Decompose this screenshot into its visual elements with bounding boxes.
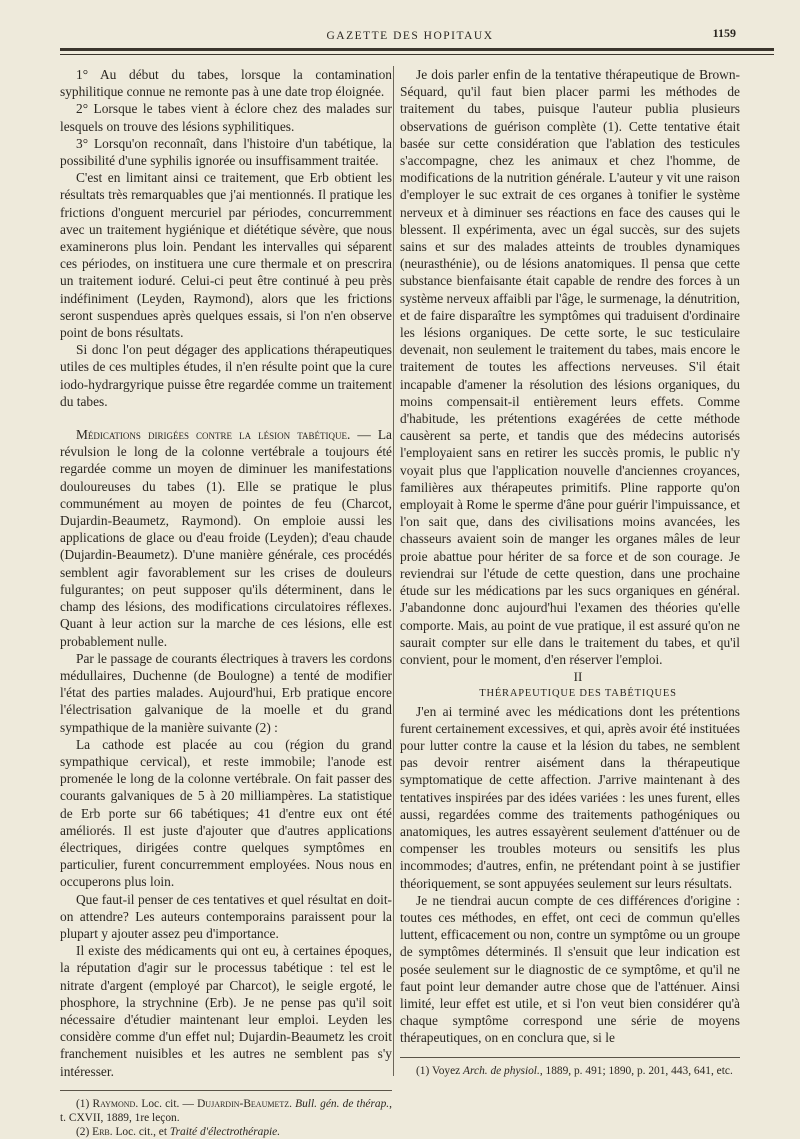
section-title: THÉRAPEUTIQUE DES TABÉTIQUES	[479, 688, 677, 700]
paragraph: 3° Lorsqu'on reconnaît, dans l'histoire d'un tabétique, la possibilité d'une syphilis ignorée ou insuffisamment traitée.	[60, 135, 392, 169]
footnote-text: Loc. cit. —	[138, 1097, 198, 1110]
page-header	[60, 26, 760, 46]
paragraph: Il existe des médicaments qui ont eu, à certaines époques, la réputation d'agir sur le processus tabétique : tel est le nitrate d'argent (employé par Charcot), le seigle ergoté, le phosphore, la strychnine (Erb). Je ne pense pas qu'il soit nécessaire d'étudier maintenant leur emploi. Leyden les considère comme d'un effet nul; Dujardin-Beaumetz les croit franchement nuisibles et les autres ne semblent pas s'y intéresser.	[60, 943, 392, 1079]
footnote-journal: Bull. gén. de thérap.	[291, 1097, 390, 1110]
paragraph-with-heading	[60, 426, 392, 650]
paragraph: Par le passage de courants électriques à travers les cordons médullaires, Duchenne (de Boulogne) a tenté de modifier l'état des parties malades. Aujourd'hui, Erb pratique encore l'électrisation galvanique de la moelle et du grand sympathique de la manière suivante (2) :	[60, 650, 392, 735]
paragraph: Si donc l'on peut dégager des applications thérapeutiques utiles de ces multiples études, il n'en résulte point que la cure iodo-hydrargyrique puisse être regardée comme un traitement du tabes.	[60, 342, 392, 409]
header-rule-thin	[60, 54, 774, 55]
paragraph: Que faut-il penser de ces tentatives et quel résultat en doit-on attendre? Les auteurs contemporains paraissent pour la plupart y ajouter assez peu d'importance.	[60, 891, 392, 941]
footnote-number: (1)	[76, 1097, 93, 1110]
footnote-1	[400, 1064, 740, 1078]
footnote-text: Loc. cit., et	[112, 1125, 170, 1138]
paragraph: 2° Lorsque le tabes vient à éclore chez des malades sur lesquels on trouve des lésions syphilitiques.	[60, 101, 392, 134]
run-in-heading: Médications dirigées contre la lésion tabétique.	[76, 427, 351, 443]
footnote-text: , 1889, p. 491; 1890, p. 201, 443, 641, etc.	[539, 1064, 733, 1077]
paragraph: C'est en limitant ainsi ce traitement, que Erb obtient les résultats très remarquables que j'ai mentionnés. Il pratique les frictions d'onguent mercuriel par périodes, concurremment avec un traitement hygiénique et diététique sévère, que nous examinerons plus loin. Pendant les intervalles qui séparent ces périodes, on instituera une cure thermale et on prescrira un traitement ioduré. Celui-ci peut être continué à peu près indéfiniment (Leyden, Raymond), alors que les frictions seront suspendues après quelques essais, si l'on n'en observe point de bons résultats.	[60, 170, 392, 341]
footnote-rule	[60, 1090, 392, 1091]
paragraph-body: — La révulsion le long de la colonne vertébrale a toujours été regardée comme un moyen de diminuer les manifestations douloureuses du tabes (1). Elle se pratique le plus communément au moyen de pointes de feu (Charcot, Dujardin-Beaumetz, Raymond). On emploie aussi les applications de glace ou d'eau froide (Leyden); d'eau chaude (Dujardin-Beaumetz). D'une manière générale, ces procédés semblent agir favorablement sur les crises de douleurs fulgurantes; on peut supposer qu'ils déterminent, dans le champ des lésions, des modifications circulatoires réflexes. Quant à leur action sur la marche de ces lésions, elle est probablement nulle.	[60, 427, 392, 649]
paragraph: J'en ai terminé avec les médications dont les prétentions furent certainement excessives, et qui, après avoir été instituées pour lutter contre la cause et la lésion du tabes, ne semblent pas devoir rentrer aisément dans la thérapeutique symptomatique de cette affection. J'arrive maintenant à des tentatives inspirées par des idées variées : les unes furent, elles aussi, regardées comme des traitements pathogéniques ou anatomiques, les autres essayèrent seulement d'atténuer ou de compenser les troubles moteurs ou sensitifs les plus incommodes; d'autres, enfin, ne prétendant point à se justifier théoriquement, se sont appuyées seulement sur leurs résultats.	[400, 703, 740, 891]
footnote-1	[60, 1097, 392, 1125]
paragraph: La cathode est placée au cou (région du grand sympathique cervical), et reste immobile; l'anode est promenée le long de la colonne vertébrale. On fait passer des courants galvaniques de 5 à 20 milliampères. La statistique de Erb porte sur 66 tabétiques; 41 d'entre eux ont été améliorés. Il est juste d'ajouter que d'autres applications électriques, dirigées contre quelques symptômes en particulier, furent concurremment employées. Nous nous en occuperons plus loin.	[60, 736, 392, 890]
footnote-author: Raymond.	[92, 1097, 139, 1110]
journal-title: GAZETTE DES HOPITAUX	[326, 30, 494, 42]
section-number: II	[573, 669, 583, 685]
footnote-text: , t. CXVII, 1889, 1re leçon.	[60, 1097, 393, 1124]
paragraph: 1° Au début du tabes, lorsque la contamination syphilitique connue ne remonte pas à une date trop éloignée.	[60, 67, 392, 100]
footnote-rule	[400, 1057, 740, 1058]
footnote-number: (1)	[416, 1064, 432, 1077]
footnote-text: Voyez	[431, 1064, 464, 1077]
column-divider	[393, 66, 394, 1076]
page-number: 1159	[712, 26, 736, 40]
footnote-author: Erb.	[92, 1125, 113, 1138]
paragraph: Je dois parler enfin de la tentative thérapeutique de Brown-Séquard, qu'il faut bien placer parmi les méthodes de traitement du tabes, puisque l'auteur publia plusieurs observations de guérison complète (1). Cette tentative était basée sur cette considération que l'ablation des testicules s'accompagne, chez les animaux et chez l'homme, de modifications de la nutrition générale. L'auteur y vit une raison d'employer le suc extrait de ces organes à tonifier le système nerveux et à diminuer ses réactions en face des causes qui le blessent. Il expérimenta, avec un égal succès, sur des sujets sains et sur des malades atteints de troubles dynamiques (neurasthénie), ou de lésions anatomiques. Il pensa que cette substance bienfaisante était capable de rendre des forces à un système nerveux affaibli par l'âge, le surmenage, la dénutrition, et de faire disparaître les symptômes qui traduisent d'ordinaire les lésions organiques. De cette sorte, le suc testiculaire devenait, non seulement le traitement du tabes, mais encore le traitement de toutes les affections nerveuses. S'il était incapable d'amener la résolution des lésions organiques, du moins compensait-il entièrement leurs effets. Comme d'habitude, les prétentions exagérées de cette méthode causèrent sa perte, et tandis que des médecins autorisés l'employaient sans en retirer les succès promis, le public n'y voyait plus que l'application nouvelle d'anciennes croyances, familières aux thérapeutes primitifs. Pline rapporte qu'on employait à Rome le sperme d'âne pour guérir l'impuissance, et l'on sait que, dans des civilisations moins avancées, les chasseurs avaient soin de manger les organes mâles de leur proie abattue pour hériter de sa force et de son courage. Je reviendrai sur l'étude de cette question, dans une prochaine étude sur les médications par les sucs organiques en général. J'abandonne donc aujourd'hui l'examen des théories qu'elle comporte. Mais, au point de vue pratique, il est assuré qu'on ne saurait compter sur elle dans le traitement du tabes, et qu'il convient, pour le moment, d'en réserver l'emploi.	[400, 67, 740, 667]
footnote-journal: Arch. de physiol.	[463, 1064, 540, 1077]
right-column	[400, 66, 740, 1078]
footnote-title: Traité d'électrothérapie.	[169, 1125, 281, 1138]
left-column	[60, 66, 392, 1139]
header-rule-thick	[60, 48, 774, 51]
footnote-author: Dujardin-Beaumetz.	[197, 1097, 292, 1110]
paragraph: Je ne tiendrai aucun compte de ces différences d'origine : toutes ces méthodes, en effet, ont ceci de commun qu'elles luttent, efficacement ou non, contre un symptôme ou un groupe de symptômes déterminés. Il s'ensuit que leur indication est posée seulement sur le diagnostic de ce symptôme, et qu'il ne faut point leur demander autre chose que de l'atténuer. Ainsi limité, leur effet est utile, et si l'on veut bien considérer qu'à chaque symptôme correspond une série de moyens thérapeutiques, on en conclura que, si le	[400, 892, 741, 1046]
footnote-number: (2)	[76, 1125, 93, 1138]
